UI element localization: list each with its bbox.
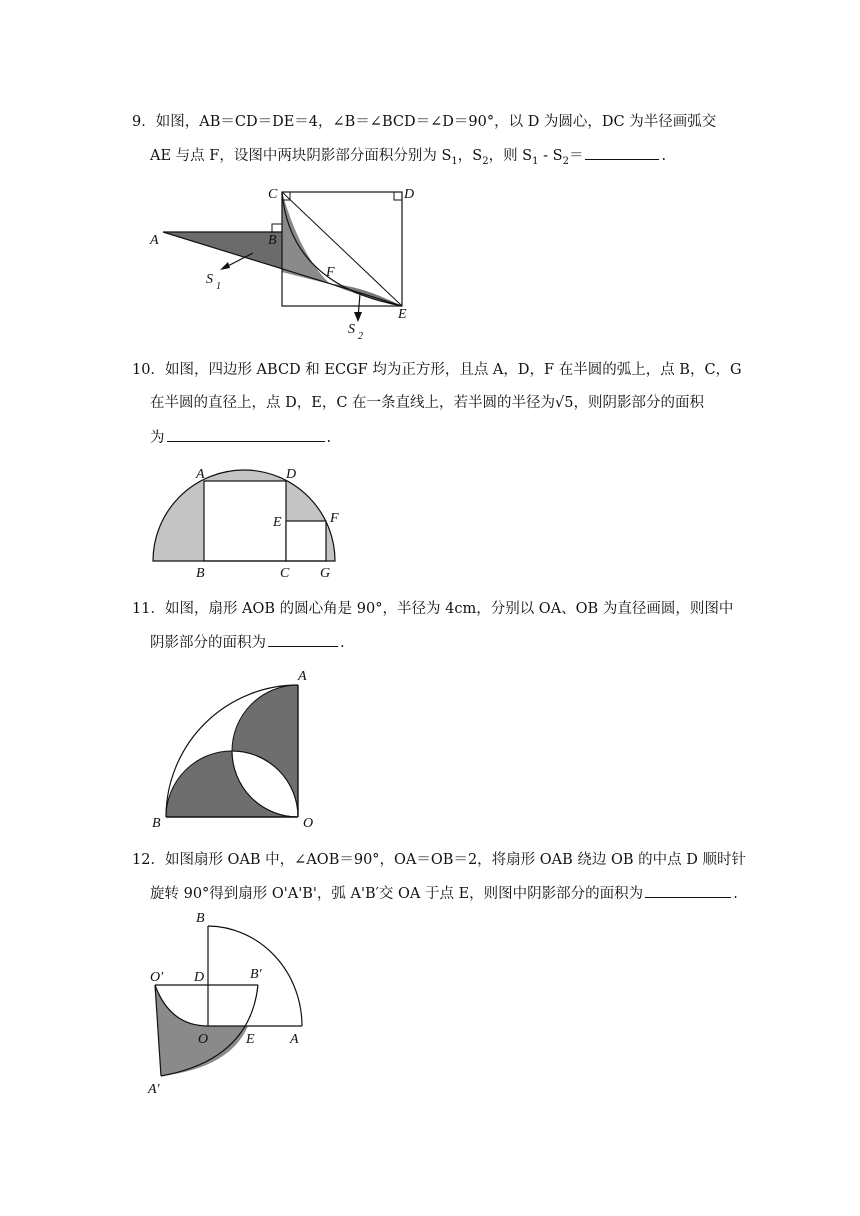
q9-label-b: B	[268, 233, 277, 248]
q9-line1: 9．如图，AB＝CD＝DE＝4，∠B＝∠BCD＝∠D＝90°，以 D 为圆心，DC 为半径画弧交	[132, 114, 717, 130]
q10-line1: 10．如图，四边形 ABCD 和 ECGF 均为正方形，且点 A，D，F 在半圆的弧上，点 B，C，G	[132, 362, 742, 378]
q10-label-a: A	[196, 467, 205, 482]
q9-label-s2-sub: 2	[358, 331, 363, 342]
q12-label-o: O	[198, 1032, 209, 1047]
q10-label-c: C	[280, 566, 290, 581]
q11-line2: 阴影部分的面积为 .	[150, 632, 345, 653]
q10-line3: 为 .	[150, 427, 331, 448]
q12-label-a: A	[290, 1032, 299, 1047]
q12-line2: 旋转 90°得到扇形 O'A'B'，弧 A'B′交 OA 于点 E，则图中阴影部分的面积为 .	[150, 883, 738, 904]
q11-line1: 11．如图，扇形 AOB 的圆心角是 90°，半径为 4cm，分别以 OA、OB 为直径画圆，则图中	[132, 601, 734, 617]
q9-label-s2: S	[348, 322, 355, 337]
q10-label-b: B	[196, 566, 205, 581]
q12-shaded-region	[155, 985, 248, 1076]
q10-label-e: E	[273, 515, 282, 530]
q10-line2: 在半圆的直径上，点 D，E，C 在一条直线上，若半圆的半径为√5，则阴影部分的面积	[150, 395, 704, 411]
q11-label-o: O	[303, 816, 314, 831]
q9-label-e: E	[398, 307, 407, 322]
q12-line1: 12．如图扇形 OAB 中，∠AOB＝90°，OA＝OB＝2，将扇形 OAB 绕边 OB 的中点 D 顺时针	[132, 852, 747, 868]
q9-label-s1-sub: 1	[216, 281, 221, 292]
q9-label-f: F	[326, 265, 335, 280]
q10-label-d: D	[286, 467, 297, 482]
q11-label-b: B	[152, 816, 161, 831]
q9-label-c: C	[268, 187, 278, 202]
q12-label-bp: B′	[250, 967, 262, 982]
q12-label-op: O′	[150, 970, 164, 985]
q9-label-a: A	[150, 233, 159, 248]
q9-label-s1: S	[206, 272, 213, 287]
q10-label-g: G	[320, 566, 331, 581]
q9-label-d: D	[404, 187, 415, 202]
q9-line2: AE 与点 F，设图中两块阴影部分面积分别为 $S_1$，$S_2$，则 $S_1 - S_2=$ .	[150, 145, 666, 172]
q11-label-a: A	[298, 669, 307, 684]
q12-label-d: D	[194, 970, 205, 985]
q10-label-f: F	[330, 511, 339, 526]
q12-label-b: B	[196, 911, 205, 926]
q12-label-e: E	[246, 1032, 255, 1047]
q12-label-ap: A′	[148, 1082, 160, 1097]
